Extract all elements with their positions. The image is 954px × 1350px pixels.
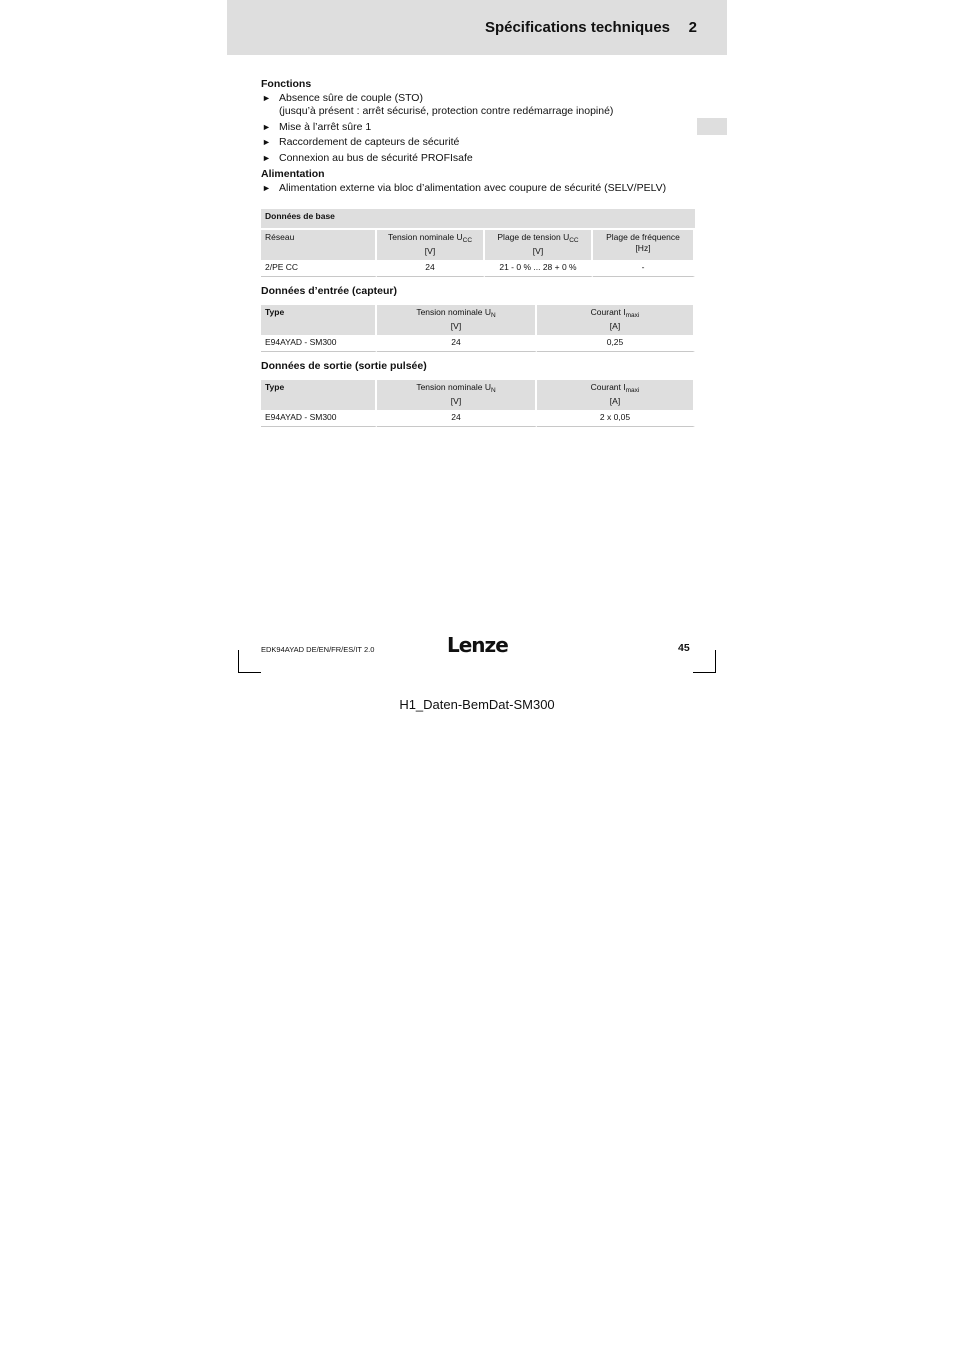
list-item — [261, 121, 695, 134]
list-item-text: Mise à l’arrêt sûre 1 — [279, 120, 372, 133]
list-item-text: Absence sûre de couple (STO) — [279, 92, 423, 104]
page-title: Spécifications techniques — [484, 19, 670, 36]
alimentation-heading: Alimentation — [261, 168, 325, 180]
table-cell: 24 — [377, 260, 485, 277]
column-header: Courant $I_{maxi}$ [A] — [537, 303, 695, 335]
column-header: Tension nominale $U_N$ [V] — [377, 378, 537, 410]
list-item — [261, 92, 695, 118]
bullet-arrow-icon: ► — [262, 137, 271, 147]
table-title: Données de base — [261, 209, 695, 228]
alimentation-list — [261, 182, 695, 195]
bullet-arrow-icon: ► — [262, 93, 271, 103]
fonctions-list — [261, 92, 695, 165]
column-header: Plage de tension $U_{CC}$ [V] — [485, 228, 593, 260]
table-cell: 21 - 0 % ... 28 + 0 % — [485, 260, 593, 277]
table-cell: 2 x 0,05 — [537, 410, 695, 427]
entree-heading: Données d’entrée (capteur) — [261, 285, 397, 297]
list-item-text: Alimentation externe via bloc d’alimentation avec coupure de sécurité (SELV/PELV) — [279, 182, 667, 194]
input-data-table — [261, 303, 695, 352]
table-cell: 0,25 — [537, 335, 695, 352]
bullet-arrow-icon: ► — [262, 152, 271, 163]
column-header: Type — [261, 303, 377, 335]
fonctions-heading: Fonctions — [261, 78, 312, 90]
chapter-number: 2 — [688, 19, 697, 36]
column-header: Réseau — [261, 228, 377, 260]
document-code: EDK94AYAD DE/EN/FR/ES/IT 2.0 — [261, 645, 375, 654]
table-cell: E94AYAD - SM300 — [261, 410, 377, 427]
table-row — [261, 335, 695, 352]
column-header: Plage de fréquence [Hz] — [593, 228, 695, 260]
list-item-text: (jusqu’à présent : arrêt sécurisé, protection contre redémarrage inopiné) — [279, 105, 614, 117]
column-header: Tension nominale $U_{CC}$ [V] — [377, 228, 485, 260]
list-item-text: Raccordement de capteurs de sécurité — [279, 136, 460, 148]
chapter-tab-marker — [697, 118, 727, 135]
bullet-arrow-icon: ► — [262, 121, 271, 132]
bullet-arrow-icon: ► — [262, 183, 271, 193]
column-header: Tension nominale $U_N$ [V] — [377, 303, 537, 335]
table-cell: 24 — [377, 335, 537, 352]
lenze-logo: Lenze — [447, 633, 508, 657]
page-number: 45 — [678, 642, 690, 654]
table-cell: 2/PE CC — [261, 260, 377, 277]
table-cell: E94AYAD - SM300 — [261, 335, 377, 352]
column-header: Courant $I_{maxi}$ [A] — [537, 378, 695, 410]
sortie-heading: Données de sortie (sortie pulsée) — [261, 360, 427, 372]
table-row — [261, 410, 695, 427]
table-row — [261, 260, 695, 277]
list-item-text: Connexion au bus de sécurité PROFIsafe — [279, 151, 473, 164]
crop-mark — [238, 650, 239, 673]
table-cell: - — [593, 260, 695, 277]
crop-mark — [715, 650, 716, 673]
file-caption: H1_Daten-BemDat-SM300 — [399, 697, 555, 712]
crop-mark — [693, 672, 716, 673]
column-header: Type — [261, 378, 377, 410]
list-item — [261, 182, 695, 195]
header-band — [227, 0, 727, 55]
list-item — [261, 152, 695, 165]
table-cell: 24 — [377, 410, 537, 427]
crop-mark — [238, 672, 261, 673]
list-item — [261, 136, 695, 149]
base-data-table — [261, 209, 695, 277]
output-data-table — [261, 378, 695, 427]
main-content — [261, 77, 695, 427]
